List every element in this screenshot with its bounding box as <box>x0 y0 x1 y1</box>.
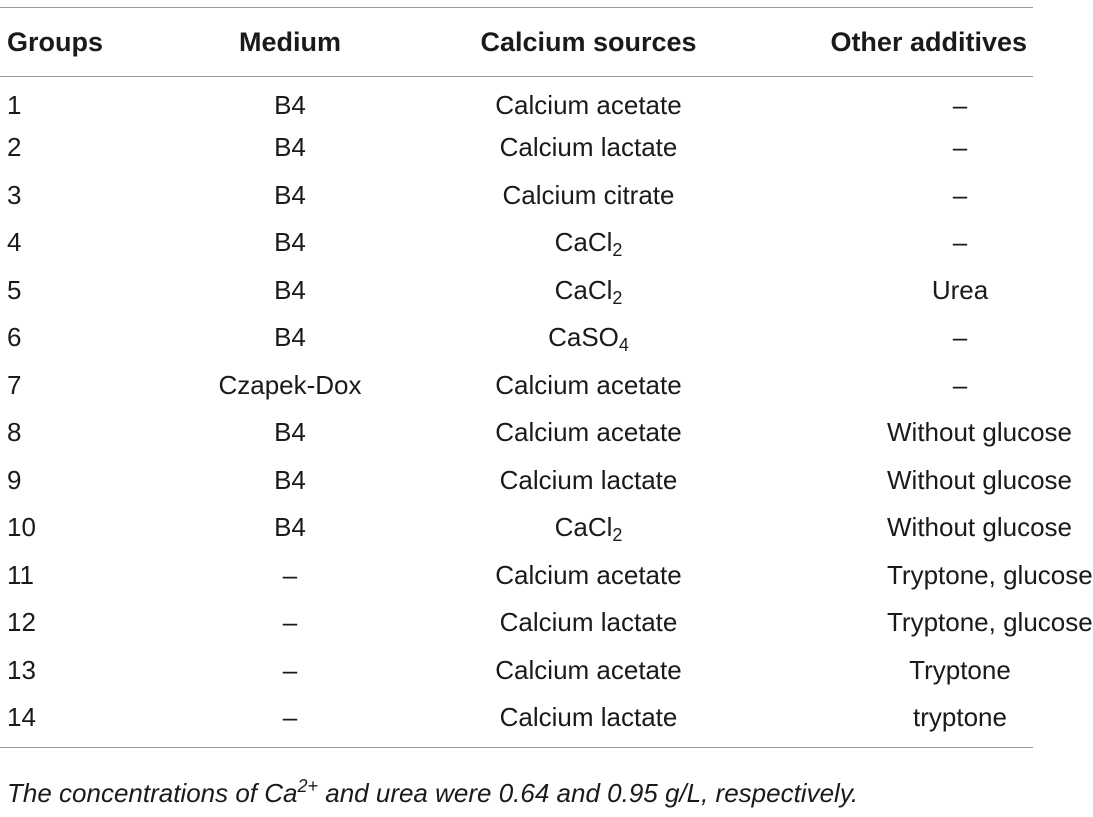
header-groups: Groups <box>7 26 104 57</box>
table-row <box>0 504 1033 552</box>
cell-calcium-source <box>400 504 777 552</box>
footnote-suffix: and urea were 0.64 and 0.95 g/L, respectively. <box>318 778 859 808</box>
cell-group: 4 <box>7 227 22 258</box>
cell-medium: B4 <box>274 512 306 543</box>
calcium-source-subscript: 2 <box>612 287 623 308</box>
cell-group: 13 <box>7 654 36 685</box>
cell-medium: – <box>282 607 298 638</box>
cell-group: 1 <box>7 90 22 120</box>
cell-medium: B4 <box>274 464 306 495</box>
cell-group: 10 <box>7 512 36 543</box>
calcium-source-text: Calcium lactate <box>499 607 678 638</box>
calcium-source-text: Calcium citrate <box>502 179 675 210</box>
calcium-sources-table <box>0 7 1093 748</box>
header-medium: Medium <box>238 26 341 57</box>
cell-calcium-source <box>400 172 777 220</box>
cell-group: 8 <box>7 417 22 448</box>
cell-other-additive: – <box>952 227 968 258</box>
calcium-source-text: Calcium lactate <box>499 464 678 495</box>
table-row <box>0 457 1033 505</box>
cell-calcium-source <box>400 552 777 600</box>
cell-calcium-source <box>400 409 777 457</box>
cell-medium: B4 <box>274 417 306 448</box>
footnote-superscript: 2+ <box>297 776 319 796</box>
cell-calcium-source <box>400 362 777 410</box>
table-footnote <box>7 778 858 809</box>
table-row <box>0 599 1033 647</box>
cell-calcium-source <box>400 219 777 267</box>
cell-other-additive: – <box>952 132 968 163</box>
calcium-source-text: CaCl <box>554 274 613 305</box>
cell-other-additive: – <box>952 90 968 120</box>
calcium-source-text: Calcium lactate <box>499 132 678 163</box>
calcium-source-text: Calcium lactate <box>499 701 678 732</box>
cell-other-additive: Tryptone, glucose <box>887 607 1093 638</box>
table-body <box>0 77 1093 748</box>
table-row <box>0 267 1033 315</box>
calcium-source-text: Calcium acetate <box>495 559 682 590</box>
cell-group: 5 <box>7 274 22 305</box>
table-row <box>0 172 1033 220</box>
header-other-additives: Other additives <box>830 26 1027 57</box>
cell-medium: – <box>282 701 298 732</box>
header-calcium-sources: Calcium sources <box>480 26 697 57</box>
cell-medium: Czapek-Dox <box>218 369 362 400</box>
cell-medium: B4 <box>274 322 306 353</box>
cell-medium: B4 <box>274 274 306 305</box>
cell-group: 12 <box>7 607 36 638</box>
cell-group: 11 <box>7 559 34 590</box>
data-table-container <box>0 7 1093 748</box>
cell-medium: B4 <box>274 90 306 120</box>
table-row <box>0 124 1033 172</box>
cell-other-additive: Tryptone <box>909 654 1011 685</box>
cell-group: 2 <box>7 132 22 163</box>
footnote-prefix: The concentrations of Ca <box>7 778 298 808</box>
calcium-source-text: Calcium acetate <box>495 417 682 448</box>
calcium-source-text: Calcium acetate <box>495 654 682 685</box>
calcium-source-text: CaCl <box>554 227 613 258</box>
cell-other-additive: – <box>952 369 968 400</box>
table-row <box>0 362 1033 410</box>
calcium-source-text: CaCl <box>554 512 613 543</box>
cell-calcium-source <box>400 267 777 315</box>
cell-group: 14 <box>7 701 36 732</box>
cell-calcium-source <box>400 457 777 505</box>
cell-medium: B4 <box>274 227 306 258</box>
calcium-source-text: CaSO <box>548 322 619 353</box>
cell-calcium-source <box>400 314 777 362</box>
table-row <box>0 552 1033 600</box>
cell-medium: B4 <box>274 132 306 163</box>
cell-other-additive: Without glucose <box>887 512 1072 543</box>
cell-other-additive: – <box>952 179 968 210</box>
cell-calcium-source <box>400 599 777 647</box>
cell-calcium-source <box>400 124 777 172</box>
cell-calcium-source <box>400 647 777 695</box>
cell-group: 7 <box>7 369 22 400</box>
cell-medium: – <box>282 654 298 685</box>
table-row <box>0 77 1033 125</box>
calcium-source-subscript: 2 <box>612 240 623 261</box>
cell-group: 3 <box>7 179 22 210</box>
cell-other-additive: – <box>952 322 968 353</box>
calcium-source-text: Calcium acetate <box>495 369 682 400</box>
calcium-source-subscript: 2 <box>612 525 623 546</box>
cell-other-additive: Without glucose <box>887 464 1072 495</box>
cell-other-additive: tryptone <box>913 701 1007 732</box>
cell-medium: B4 <box>274 179 306 210</box>
calcium-source-text: Calcium acetate <box>495 90 682 120</box>
table-row <box>0 694 1033 747</box>
cell-calcium-source <box>400 694 777 747</box>
cell-other-additive: Without glucose <box>887 417 1072 448</box>
table-row <box>0 409 1033 457</box>
cell-group: 6 <box>7 322 22 353</box>
cell-medium: – <box>282 559 298 590</box>
calcium-source-subscript: 4 <box>618 335 629 356</box>
cell-other-additive: Urea <box>931 274 989 305</box>
cell-other-additive: Tryptone, glucose <box>887 559 1093 590</box>
cell-calcium-source <box>400 77 777 125</box>
table-row <box>0 647 1033 695</box>
header-row <box>0 8 1033 77</box>
table-row <box>0 219 1033 267</box>
cell-group: 9 <box>7 464 22 495</box>
table-header <box>0 8 1033 77</box>
table-row <box>0 314 1033 362</box>
